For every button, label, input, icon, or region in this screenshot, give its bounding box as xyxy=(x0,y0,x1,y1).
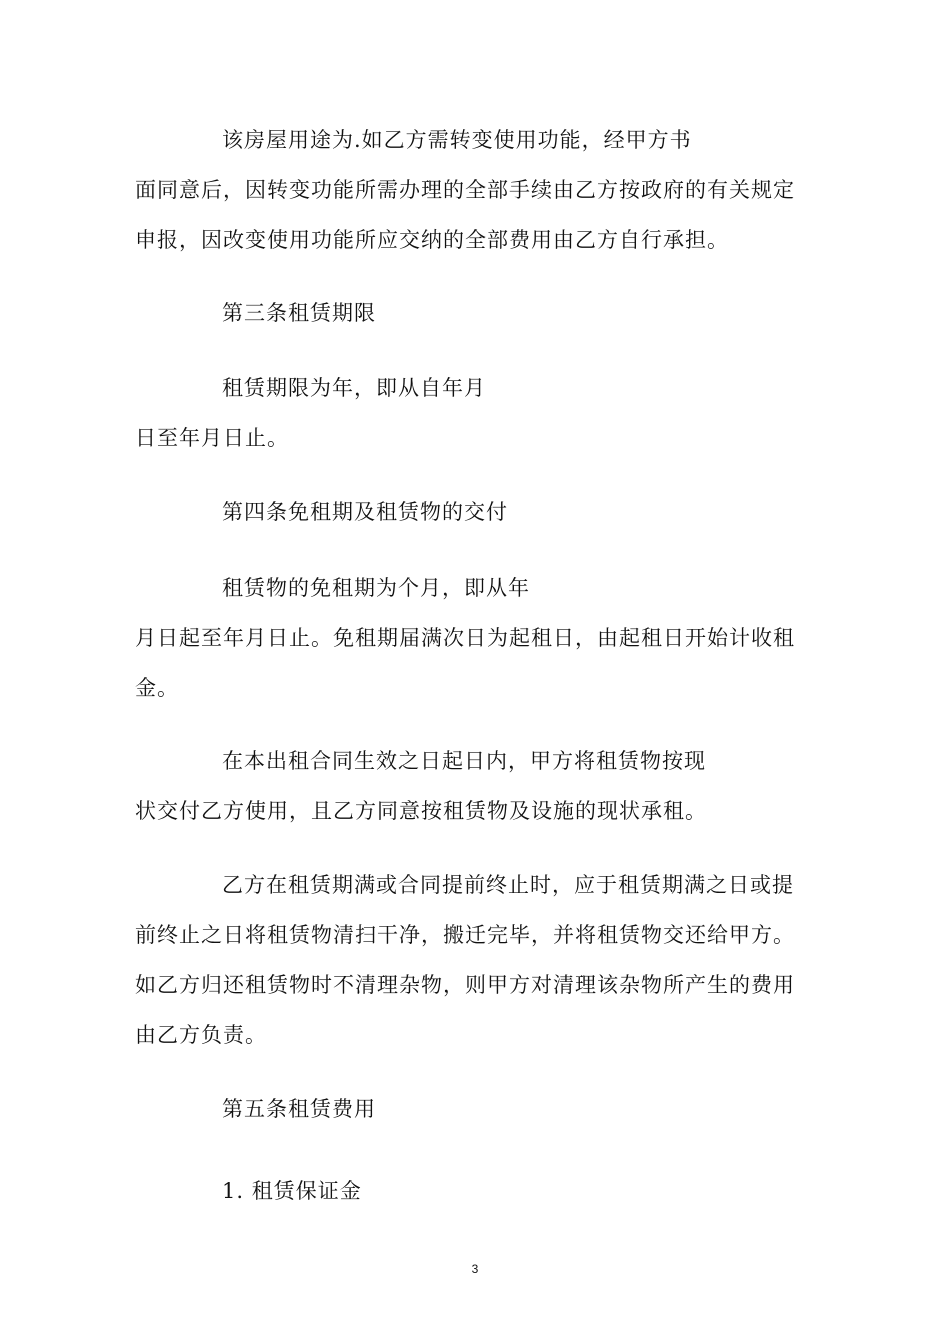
text-line: 前终止之日将租赁物清扫干净，搬迁完毕，并将租赁物交还给甲方。 xyxy=(135,923,795,947)
section-heading: 第五条租赁费用 xyxy=(222,1097,376,1121)
text-line: 在本出租合同生效之日起日内，甲方将租赁物按现 xyxy=(222,749,706,773)
text-line: 乙方在租赁期满或合同提前终止时，应于租赁期满之日或提 xyxy=(222,873,794,897)
section-heading: 第三条租赁期限 xyxy=(222,301,376,325)
page-number: 3 xyxy=(471,1262,479,1276)
text-line: 月日起至年月日止。免租期届满次日为起租日，由起租日开始计收租 xyxy=(135,626,795,650)
text-line: 状交付乙方使用，且乙方同意按租赁物及设施的现状承租。 xyxy=(135,799,707,823)
text-line: 该房屋用途为.如乙方需转变使用功能，经甲方书 xyxy=(222,128,692,152)
text-line: 由乙方负责。 xyxy=(135,1023,267,1047)
section-heading: 第四条免租期及租赁物的交付 xyxy=(222,500,508,524)
text-line: 面同意后，因转变功能所需办理的全部手续由乙方按政府的有关规定 xyxy=(135,178,795,202)
text-line: 如乙方归还租赁物时不清理杂物，则甲方对清理该杂物所产生的费用 xyxy=(135,973,795,997)
text-line: 租赁物的免租期为个月，即从年 xyxy=(222,576,530,600)
text-line: 金。 xyxy=(135,676,179,700)
text-line: 日至年月日止。 xyxy=(135,426,289,450)
text-line: 申报，因改变使用功能所应交纳的全部费用由乙方自行承担。 xyxy=(135,228,729,252)
list-item: 1. 租赁保证金 xyxy=(222,1179,362,1203)
text-line: 租赁期限为年，即从自年月 xyxy=(222,376,486,400)
